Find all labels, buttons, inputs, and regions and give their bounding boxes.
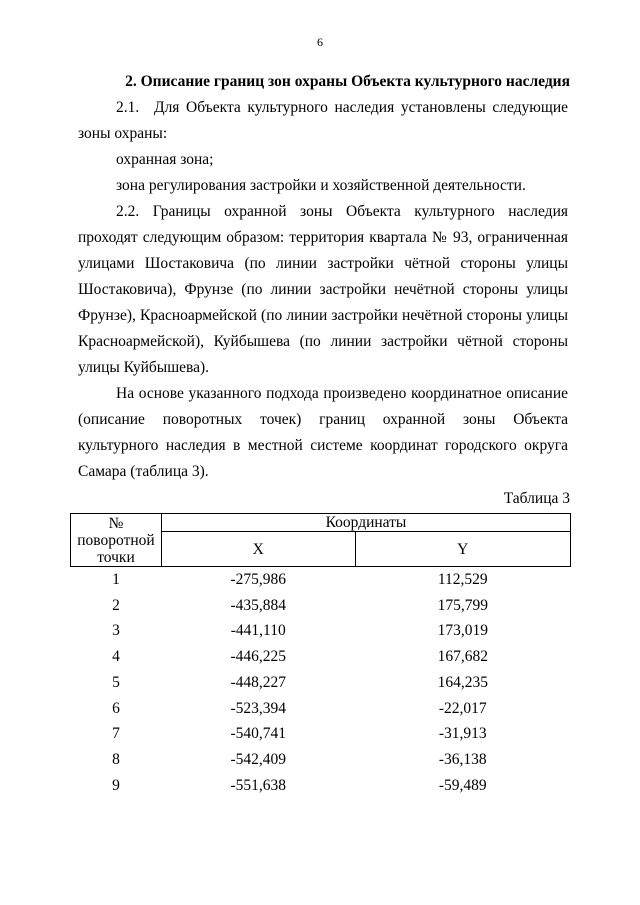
point-number-cell: 6 (112, 699, 120, 717)
x-coordinate-cell: -523,394 (230, 699, 286, 717)
table-row (71, 773, 571, 799)
paragraph-2-2: 2.2. Границы охранной зоны Объекта культурного наследия проходят следующим образом: территория квартала № 93, ограниченная улицами Шостаковича (по линии застройки чётной стороны улицы Шостаковича), Фрунзе (по линии застройки нечётной стороны улицы Фрунзе), Красноармейской (по линии застройки нечётной стороны улицы Красноармейской), Куйбышева (по линии застройки чётной стороны улицы Куйбышева). (78, 203, 568, 376)
y-coordinate-cell: 175,799 (437, 596, 488, 614)
x-coordinate-cell: -275,986 (230, 571, 286, 588)
y-coordinate-cell: 164,235 (437, 673, 488, 691)
table-caption: Таблица 3 (503, 490, 570, 507)
header-x: X (161, 532, 355, 567)
x-coordinate-cell: -551,638 (230, 776, 286, 794)
section-heading: 2. Описание границ зон охраны Объекта культурного наследия (125, 73, 570, 90)
paragraph-coordinate-basis: На основе указанного подхода произведено координатное описание (описание поворотных точек) границ охранной зоны Объекта культурного наследия в местной системе координат городского округа Самара (таблица 3). (78, 385, 568, 480)
header-point-number: № поворотной точки (71, 514, 162, 567)
x-coordinate-cell: -448,227 (230, 673, 286, 691)
x-coordinate-cell: -542,409 (230, 750, 286, 768)
zone-item-regulation: зона регулирования застройки и хозяйственной деятельности. (116, 177, 526, 194)
header-y: Y (355, 532, 570, 567)
zone-item-protected: охранная зона; (116, 151, 214, 168)
paragraph-2-1 (78, 95, 568, 147)
y-coordinate-cell: 173,019 (437, 622, 488, 640)
y-coordinate-cell: 112,529 (437, 571, 488, 588)
table-row (71, 696, 571, 722)
page-number: 6 (317, 35, 323, 49)
point-number-cell: 8 (112, 750, 120, 768)
table-row (71, 618, 571, 644)
y-coordinate-cell: -31,913 (438, 725, 487, 743)
table-row (71, 644, 571, 670)
x-coordinate-cell: -435,884 (230, 596, 286, 614)
point-number-cell: 7 (112, 725, 120, 743)
x-coordinate-cell: -540,741 (230, 725, 286, 743)
table-row (71, 747, 571, 773)
coordinates-table-body (71, 567, 571, 799)
coordinates-table (70, 513, 571, 798)
y-coordinate-cell: -36,138 (438, 750, 487, 768)
point-number-cell: 5 (112, 673, 120, 691)
y-coordinate-cell: -59,489 (438, 776, 487, 794)
header-coordinates: Координаты (161, 514, 570, 532)
paragraph-2-1-text: Для Объекта культурного наследия установлены следующие зоны охраны: (78, 99, 568, 142)
point-number-cell: 3 (112, 622, 120, 640)
x-coordinate-cell: -441,110 (230, 622, 286, 640)
table-row (71, 567, 571, 593)
x-coordinate-cell: -446,225 (230, 648, 286, 666)
table-row (71, 721, 571, 747)
point-number-cell: 4 (112, 648, 120, 666)
table-row (71, 593, 571, 619)
y-coordinate-cell: -22,017 (438, 699, 487, 717)
table-row (71, 670, 571, 696)
point-number-cell: 1 (112, 571, 120, 588)
point-number-cell: 9 (112, 776, 120, 794)
y-coordinate-cell: 167,682 (437, 648, 488, 666)
point-number-cell: 2 (112, 596, 120, 614)
paragraph-2-1-number: 2.1. (116, 99, 140, 116)
